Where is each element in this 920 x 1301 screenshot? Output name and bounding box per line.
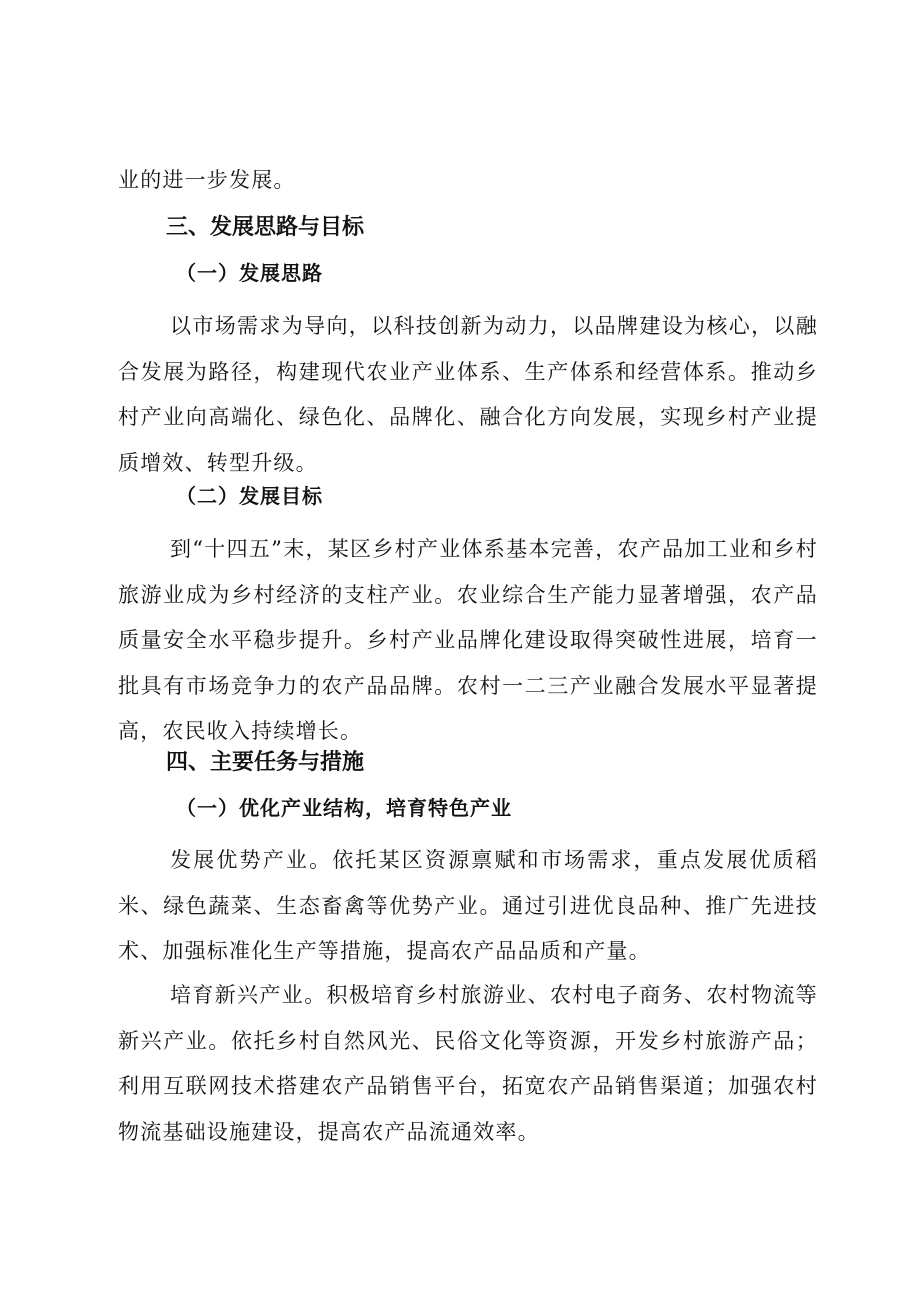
section-4-1-paragraph-1: 发展优势产业。依托某区资源禀赋和市场需求，重点发展优质稻米、绿色蔬菜、生态畜禽等优势产业。通过引进优良品种、推广先进技术、加强标准化生产等措施，提高农产品品质和产量。 — [118, 848, 818, 963]
section-3-2-paragraph: 到“十四五”末，某区乡村产业体系基本完善，农产品加工业和乡村旅游业成为乡村经济的支柱产业。农业综合生产能力显著增强，农产品质量安全水平稳步提升。乡村产业品牌化建设取得突破性进展，培育一批具有市场竞争力的农产品品牌。农村一二三产业融合发展水平显著提高，农民收入持续增长。 — [118, 537, 818, 743]
section-3-heading: 三、发展思路与目标 — [166, 215, 365, 240]
section-4-1-heading: （一）优化产业结构，培育特色产业 — [176, 796, 512, 820]
section-4-1-paragraph-2: 培育新兴产业。积极培育乡村旅游业、农村电子商务、农村物流等新兴产业。依托乡村自然风光、民俗文化等资源，开发乡村旅游产品；利用互联网技术搭建农产品销售平台，拓宽农产品销售渠道；加强农村物流基础设施建设，提高农产品流通效率。 — [118, 983, 818, 1144]
section-3-1-paragraph: 以市场需求为导向，以科技创新为动力，以品牌建设为核心，以融合发展为路径，构建现代农业产业体系、生产体系和经营体系。推动乡村产业向高端化、绿色化、品牌化、融合化方向发展，实现乡村产业提质增效、转型升级。 — [118, 314, 818, 475]
section-3-2-heading: （二）发展目标 — [176, 484, 323, 508]
continuation-text: 业的进一步发展。 — [118, 168, 296, 192]
section-4-heading: 四、主要任务与措施 — [166, 750, 365, 775]
section-3-1-heading: （一）发展思路 — [176, 261, 323, 285]
